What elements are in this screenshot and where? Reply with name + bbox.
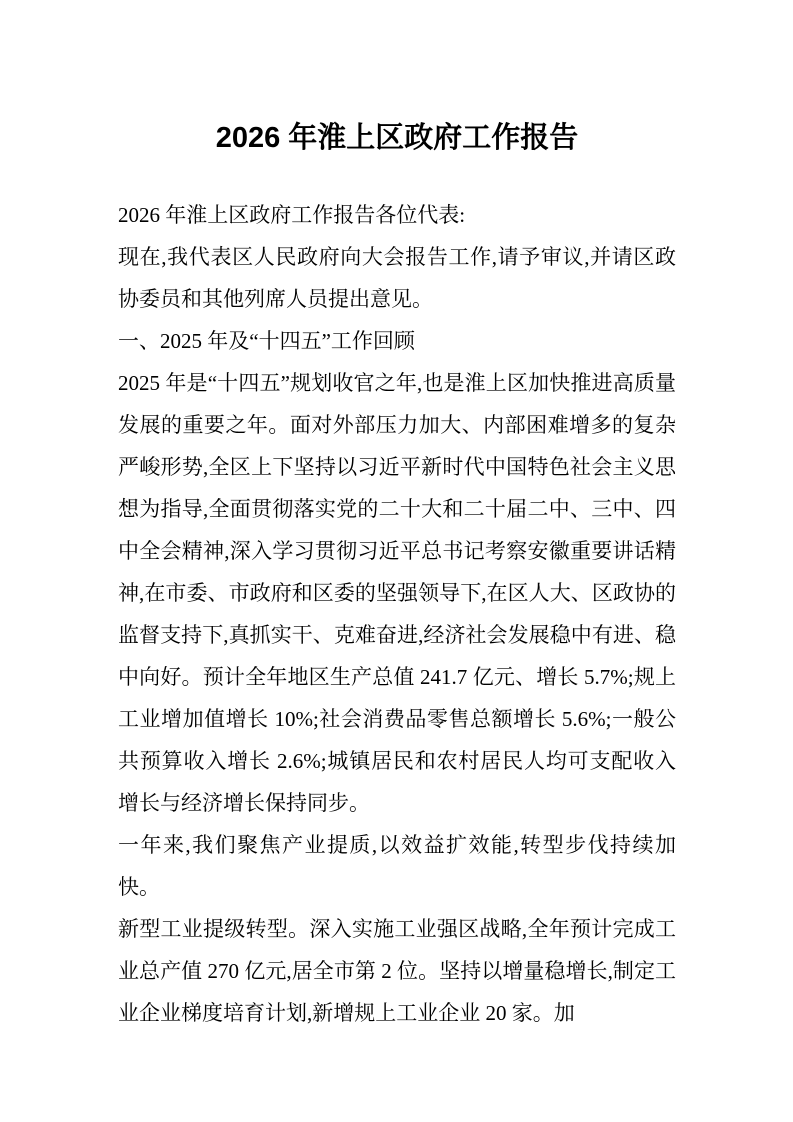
document-title xyxy=(118,112,676,164)
paragraph-salutation: 2026 年淮上区政府工作报告各位代表: xyxy=(118,203,466,227)
paragraph-intro: 现在,我代表区人民政府向大会报告工作,请予审议,并请区政协委员和其他列席人员提出意见。 xyxy=(118,245,676,311)
document-body xyxy=(118,194,676,1034)
paragraph-industry-upgrade-summary: 一年来,我们聚焦产业提质,以效益扩效能,转型步伐持续加快。 xyxy=(118,833,676,899)
document-title-text: 2026 年淮上区政府工作报告 xyxy=(215,122,579,154)
paragraph-review-overview: 2025 年是“十四五”规划收官之年,也是淮上区加快推进高质量发展的重要之年。面对外部压力加大、内部困难增多的复杂严峻形势,全区上下坚持以习近平新时代中国特色社会主义思想为指导,全面贯彻落实党的二十大和二十届二中、三中、四中全会精神,深入学习贯彻习近平总书记考察安徽重要讲话精神,在市委、市政府和区委的坚强领导下,在区人大、区政协的监督支持下,真抓实干、克难奋进,经济社会发展稳中有进、稳中向好。预计全年地区生产总值 241.7 亿元、增长 5.7%;规上工业增加值增长 10%;社会消费品零售总额增长 5.6%;一般公共预算收入增长 2.6%;城镇居民和农村居民人均可支配收入增长与经济增长保持同步。 xyxy=(118,371,676,815)
section-heading-review: 一、2025 年及“十四五”工作回顾 xyxy=(118,329,415,353)
paragraph-new-industry: 新型工业提级转型。深入实施工业强区战略,全年预计完成工业总产值 270 亿元,居全市第 2 位。坚持以增量稳增长,制定工业企业梯度培育计划,新增规上工业企业 20 家。加 xyxy=(118,917,676,1025)
